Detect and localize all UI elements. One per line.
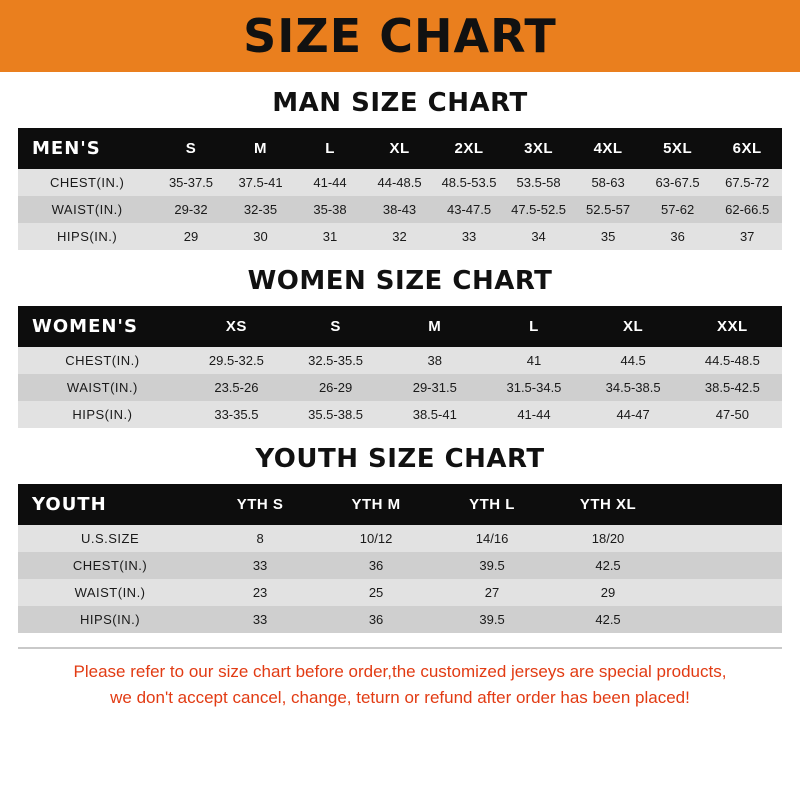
women-row1-c2: 26-29 (286, 374, 385, 401)
men-row1-c5: 43-47.5 (434, 196, 504, 223)
men-row0-c9: 67.5-72 (712, 169, 782, 196)
men-row1-c8: 57-62 (643, 196, 713, 223)
banner (0, 0, 800, 72)
youth-row2-c1: 23 (202, 579, 318, 606)
women-row0-c2: 32.5-35.5 (286, 347, 385, 374)
youth-row3-label: HIPS(IN.) (18, 606, 202, 633)
table-row (18, 552, 782, 579)
section-title-men: MAN SIZE CHART (272, 88, 528, 118)
section-men (18, 88, 782, 250)
men-row0-c2: 37.5-41 (226, 169, 296, 196)
women-row0-c5: 44.5 (584, 347, 683, 374)
men-row2-c8: 36 (643, 223, 713, 250)
youth-row2-c4: 29 (550, 579, 666, 606)
women-row1-label: WAIST(IN.) (18, 374, 187, 401)
table-row (18, 606, 782, 633)
youth-row3-c4: 42.5 (550, 606, 666, 633)
youth-row2-c3: 27 (434, 579, 550, 606)
section-women (18, 266, 782, 428)
men-row1-c9: 62-66.5 (712, 196, 782, 223)
youth-row0-c2: 10/12 (318, 525, 434, 552)
youth-row1-label: CHEST(IN.) (18, 552, 202, 579)
men-row2-c5: 33 (434, 223, 504, 250)
women-header-xs: XS (187, 306, 286, 347)
men-header-xl: XL (365, 128, 435, 169)
women-row2-c5: 44-47 (584, 401, 683, 428)
men-header-label: MEN'S (18, 128, 156, 169)
table-header-row (18, 484, 782, 525)
women-row1-c5: 34.5-38.5 (584, 374, 683, 401)
women-header-l: L (484, 306, 583, 347)
youth-row2-label: WAIST(IN.) (18, 579, 202, 606)
table-row (18, 196, 782, 223)
youth-row3-c1: 33 (202, 606, 318, 633)
men-row2-c4: 32 (365, 223, 435, 250)
youth-row1-c3: 39.5 (434, 552, 550, 579)
youth-row0-c5 (666, 525, 782, 552)
youth-header-label: YOUTH (18, 484, 202, 525)
men-row1-c6: 47.5-52.5 (504, 196, 574, 223)
youth-row1-c1: 33 (202, 552, 318, 579)
youth-row0-label: U.S.SIZE (18, 525, 202, 552)
men-header-3xl: 3XL (504, 128, 574, 169)
men-row0-c7: 58-63 (573, 169, 643, 196)
men-row2-c7: 35 (573, 223, 643, 250)
men-row1-c7: 52.5-57 (573, 196, 643, 223)
men-header-5xl: 5XL (643, 128, 713, 169)
youth-row3-c3: 39.5 (434, 606, 550, 633)
men-header-l: L (295, 128, 365, 169)
men-row2-label: HIPS(IN.) (18, 223, 156, 250)
women-header-xl: XL (584, 306, 683, 347)
youth-header-m: YTH M (318, 484, 434, 525)
women-row1-c1: 23.5-26 (187, 374, 286, 401)
footer-note (18, 647, 782, 710)
women-row0-label: CHEST(IN.) (18, 347, 187, 374)
table-row (18, 401, 782, 428)
youth-row2-c2: 25 (318, 579, 434, 606)
women-row2-c4: 41-44 (484, 401, 583, 428)
women-row1-c6: 38.5-42.5 (683, 374, 782, 401)
table-row (18, 374, 782, 401)
women-header-xxl: XXL (683, 306, 782, 347)
women-header-s: S (286, 306, 385, 347)
women-table-head (18, 306, 782, 347)
men-row2-c2: 30 (226, 223, 296, 250)
youth-row3-c5 (666, 606, 782, 633)
men-header-m: M (226, 128, 296, 169)
youth-header-s: YTH S (202, 484, 318, 525)
table-header-row (18, 306, 782, 347)
men-row0-c6: 53.5-58 (504, 169, 574, 196)
section-title-youth: YOUTH SIZE CHART (255, 444, 545, 474)
men-header-4xl: 4XL (573, 128, 643, 169)
youth-size-table (18, 484, 782, 633)
section-youth (18, 444, 782, 633)
women-row0-c1: 29.5-32.5 (187, 347, 286, 374)
women-row2-c3: 38.5-41 (385, 401, 484, 428)
men-row2-c1: 29 (156, 223, 226, 250)
women-row1-c4: 31.5-34.5 (484, 374, 583, 401)
table-row (18, 347, 782, 374)
youth-header-xl: YTH XL (550, 484, 666, 525)
women-size-table (18, 306, 782, 428)
women-row1-c3: 29-31.5 (385, 374, 484, 401)
women-row0-c4: 41 (484, 347, 583, 374)
women-header-m: M (385, 306, 484, 347)
youth-row3-c2: 36 (318, 606, 434, 633)
youth-row0-c4: 18/20 (550, 525, 666, 552)
men-header-2xl: 2XL (434, 128, 504, 169)
men-row2-c3: 31 (295, 223, 365, 250)
youth-row2-c5 (666, 579, 782, 606)
youth-table-head (18, 484, 782, 525)
men-row0-c4: 44-48.5 (365, 169, 435, 196)
men-row0-c8: 63-67.5 (643, 169, 713, 196)
women-row0-c6: 44.5-48.5 (683, 347, 782, 374)
women-table-body (18, 347, 782, 428)
footer-note-line2: we don't accept cancel, change, teturn or refund after order has been placed! (110, 687, 690, 707)
men-size-table (18, 128, 782, 250)
youth-row0-c3: 14/16 (434, 525, 550, 552)
men-row1-c4: 38-43 (365, 196, 435, 223)
men-row1-c2: 32-35 (226, 196, 296, 223)
men-row0-c1: 35-37.5 (156, 169, 226, 196)
youth-row0-c1: 8 (202, 525, 318, 552)
men-row1-label: WAIST(IN.) (18, 196, 156, 223)
table-row (18, 579, 782, 606)
section-title-women: WOMEN SIZE CHART (247, 266, 553, 296)
table-row (18, 525, 782, 552)
footer-note-line1: Please refer to our size chart before order,the customized jerseys are special products, (73, 662, 727, 681)
men-header-s: S (156, 128, 226, 169)
women-header-label: WOMEN'S (18, 306, 187, 347)
men-row0-c3: 41-44 (295, 169, 365, 196)
men-row1-c3: 35-38 (295, 196, 365, 223)
men-row1-c1: 29-32 (156, 196, 226, 223)
men-row2-c6: 34 (504, 223, 574, 250)
men-table-head (18, 128, 782, 169)
men-row0-label: CHEST(IN.) (18, 169, 156, 196)
content (0, 88, 800, 710)
youth-table-body (18, 525, 782, 633)
men-header-6xl: 6XL (712, 128, 782, 169)
women-row2-c1: 33-35.5 (187, 401, 286, 428)
women-row0-c3: 38 (385, 347, 484, 374)
women-row2-c2: 35.5-38.5 (286, 401, 385, 428)
men-row0-c5: 48.5-53.5 (434, 169, 504, 196)
table-row (18, 223, 782, 250)
youth-header-l: YTH L (434, 484, 550, 525)
table-row (18, 169, 782, 196)
youth-header-blank (666, 484, 782, 525)
youth-row1-c2: 36 (318, 552, 434, 579)
youth-row1-c5 (666, 552, 782, 579)
page-title: SIZE CHART (243, 9, 557, 63)
table-header-row (18, 128, 782, 169)
women-row2-label: HIPS(IN.) (18, 401, 187, 428)
youth-row1-c4: 42.5 (550, 552, 666, 579)
men-table-body (18, 169, 782, 250)
women-row2-c6: 47-50 (683, 401, 782, 428)
men-row2-c9: 37 (712, 223, 782, 250)
